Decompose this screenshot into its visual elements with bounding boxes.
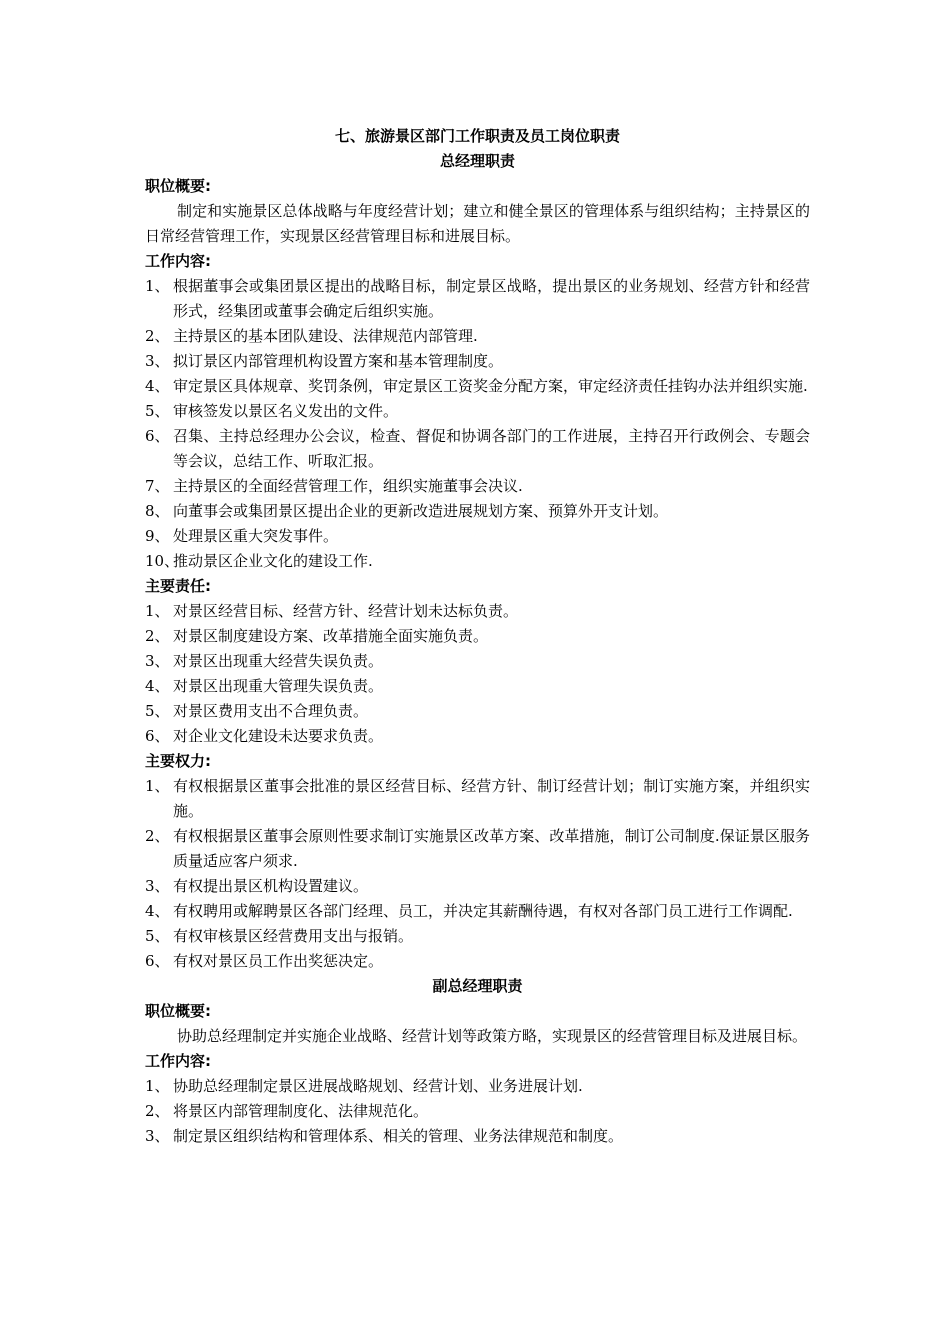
item-number: 6、 <box>145 727 170 745</box>
list-item <box>145 1099 810 1124</box>
item-number: 6、 <box>145 952 170 970</box>
list-item <box>145 774 810 824</box>
dgm-overview-text: 协助总经理制定并实施企业战略、经营计划等政策方略，实现景区的经营管理目标及进展目标。 <box>177 1027 808 1045</box>
list-item <box>145 274 810 324</box>
item-text: 审核签发以景区名义发出的文件。 <box>173 402 399 420</box>
item-number: 9、 <box>145 527 170 545</box>
item-number: 8、 <box>145 502 170 520</box>
dgm-work-list <box>145 1074 810 1149</box>
list-item <box>145 1124 810 1149</box>
item-number: 3、 <box>145 1127 170 1145</box>
item-number: 5、 <box>145 402 170 420</box>
item-text: 推动景区企业文化的建设工作. <box>173 552 373 570</box>
item-number: 6、 <box>145 427 170 445</box>
gm-responsibility-list <box>145 599 810 749</box>
list-item <box>145 524 810 549</box>
item-number: 1、 <box>145 277 170 295</box>
list-item <box>145 699 810 724</box>
item-text: 有权提出景区机构设置建议。 <box>173 877 369 895</box>
list-item <box>145 399 810 424</box>
item-text: 向董事会或集团景区提出企业的更新改造进展规划方案、预算外开支计划。 <box>173 502 669 520</box>
item-text: 主持景区的基本团队建设、法律规范内部管理. <box>173 327 478 345</box>
item-number: 5、 <box>145 927 170 945</box>
list-item <box>145 949 810 974</box>
item-text: 对景区费用支出不合理负责。 <box>173 702 369 720</box>
list-item <box>145 374 810 399</box>
item-number: 2、 <box>145 1102 170 1120</box>
list-item <box>145 824 810 874</box>
item-text: 制定景区组织结构和管理体系、相关的管理、业务法律规范和制度。 <box>173 1127 624 1145</box>
gm-work-heading: 工作内容: <box>145 252 211 270</box>
item-text: 拟订景区内部管理机构设置方案和基本管理制度。 <box>173 352 504 370</box>
item-text: 有权对景区员工作出奖惩决定。 <box>173 952 384 970</box>
list-item <box>145 624 810 649</box>
gm-overview-text: 制定和实施景区总体战略与年度经营计划；建立和健全景区的管理体系与组织结构；主持景区的日常经营管理工作，实现景区经营管理目标和进展目标。 <box>145 202 810 245</box>
item-text: 对景区制度建设方案、改革措施全面实施负责。 <box>173 627 489 645</box>
item-number: 4、 <box>145 377 170 395</box>
list-item <box>145 499 810 524</box>
gm-responsibility-heading: 主要责任: <box>145 577 211 595</box>
item-text: 对景区出现重大管理失误负责。 <box>173 677 384 695</box>
item-text: 有权审核景区经营费用支出与报销。 <box>173 927 414 945</box>
gm-section-title: 总经理职责 <box>439 152 515 170</box>
list-item <box>145 924 810 949</box>
item-number: 3、 <box>145 352 170 370</box>
item-number: 4、 <box>145 902 170 920</box>
item-number: 10、 <box>145 552 180 570</box>
list-item <box>145 424 810 474</box>
item-number: 3、 <box>145 877 170 895</box>
document-title: 七、旅游景区部门工作职责及员工岗位职责 <box>334 127 620 145</box>
item-text: 根据董事会或集团景区提出的战略目标，制定景区战略，提出景区的业务规划、经营方针和经营形式，经集团或董事会确定后组织实施。 <box>173 277 810 320</box>
item-number: 5、 <box>145 702 170 720</box>
item-text: 将景区内部管理制度化、法律规范化。 <box>173 1102 429 1120</box>
item-number: 2、 <box>145 327 170 345</box>
list-item <box>145 899 810 924</box>
item-number: 2、 <box>145 627 170 645</box>
document-page <box>145 124 810 1149</box>
gm-power-heading: 主要权力: <box>145 752 211 770</box>
item-text: 有权聘用或解聘景区各部门经理、员工，并决定其薪酬待遇，有权对各部门员工进行工作调配. <box>173 902 793 920</box>
list-item <box>145 674 810 699</box>
item-text: 审定景区具体规章、奖罚条例，审定景区工资奖金分配方案，审定经济责任挂钩办法并组织实施. <box>173 377 808 395</box>
item-number: 7、 <box>145 477 170 495</box>
item-text: 有权根据景区董事会原则性要求制订实施景区改革方案、改革措施，制订公司制度.保证景区服务质量适应客户须求. <box>173 827 810 870</box>
gm-work-list <box>145 274 810 574</box>
list-item <box>145 1074 810 1099</box>
item-number: 2、 <box>145 827 170 845</box>
gm-power-list <box>145 774 810 974</box>
item-text: 对企业文化建设未达要求负责。 <box>173 727 384 745</box>
list-item <box>145 874 810 899</box>
list-item <box>145 724 810 749</box>
item-number: 4、 <box>145 677 170 695</box>
item-number: 1、 <box>145 1077 170 1095</box>
dgm-work-heading: 工作内容: <box>145 1052 211 1070</box>
item-text: 对景区经营目标、经营方针、经营计划未达标负责。 <box>173 602 519 620</box>
item-text: 召集、主持总经理办公会议，检查、督促和协调各部门的工作进展，主持召开行政例会、专题会等会议，总结工作、听取汇报。 <box>173 427 810 470</box>
item-text: 主持景区的全面经营管理工作，组织实施董事会决议. <box>173 477 523 495</box>
list-item <box>145 349 810 374</box>
item-number: 1、 <box>145 602 170 620</box>
dgm-overview-heading: 职位概要: <box>145 1002 211 1020</box>
item-text: 有权根据景区董事会批准的景区经营目标、经营方针、制订经营计划；制订实施方案，并组织实施。 <box>173 777 810 820</box>
list-item <box>145 549 810 574</box>
list-item <box>145 599 810 624</box>
item-text: 协助总经理制定景区进展战略规划、经营计划、业务进展计划. <box>173 1077 583 1095</box>
list-item <box>145 474 810 499</box>
list-item <box>145 324 810 349</box>
item-text: 对景区出现重大经营失误负责。 <box>173 652 384 670</box>
item-number: 3、 <box>145 652 170 670</box>
item-text: 处理景区重大突发事件。 <box>173 527 339 545</box>
dgm-section-title: 副总经理职责 <box>432 977 523 995</box>
gm-overview-heading: 职位概要: <box>145 177 211 195</box>
item-number: 1、 <box>145 777 170 795</box>
list-item <box>145 649 810 674</box>
